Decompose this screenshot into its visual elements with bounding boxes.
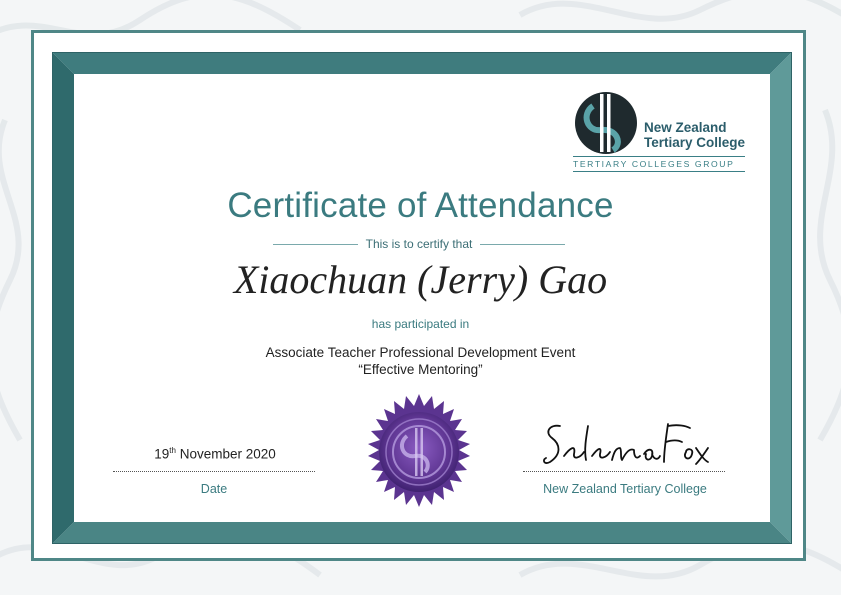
date-dotted-line xyxy=(113,471,315,472)
date-label: Date xyxy=(200,482,228,496)
college-logo xyxy=(570,92,750,176)
recipient-name: Xiaochuan (Jerry) Gao xyxy=(233,257,608,302)
seal-icon xyxy=(357,392,481,516)
logo-divider xyxy=(573,156,745,157)
event-description xyxy=(0,344,841,378)
college-name-line1: New Zealand xyxy=(644,120,727,135)
signature-dotted-line xyxy=(523,471,725,472)
certify-line-right xyxy=(480,244,565,245)
event-title: Associate Teacher Professional Development Event xyxy=(265,345,576,360)
event-subtitle: “Effective Mentoring” xyxy=(358,362,483,377)
certify-row xyxy=(273,237,565,253)
certificate-date xyxy=(110,446,320,462)
certify-text: This is to certify that xyxy=(365,237,473,251)
participated-text: has participated in xyxy=(371,317,470,331)
date-suffix: th xyxy=(169,446,176,455)
college-name-line2: Tertiary College xyxy=(644,135,746,150)
college-group: TERTIARY COLLEGES GROUP xyxy=(573,159,735,169)
date-day: 19 xyxy=(154,446,170,462)
logo-divider-bottom xyxy=(573,171,745,172)
certificate-title: Certificate of Attendance xyxy=(227,186,614,225)
signature-image xyxy=(540,418,710,470)
college-name xyxy=(644,120,754,150)
nztc-logo-icon xyxy=(573,92,639,158)
signature-label: New Zealand Tertiary College xyxy=(543,482,707,496)
date-month-year: November 2020 xyxy=(175,446,276,462)
